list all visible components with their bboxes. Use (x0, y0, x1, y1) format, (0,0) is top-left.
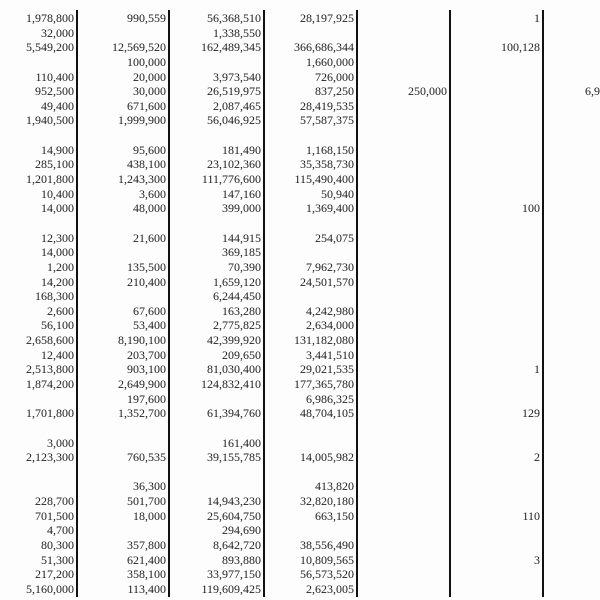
table-cell: 32,000 (41, 25, 74, 40)
table-cell: 6,244,450 (213, 289, 261, 304)
table-cell: 3 (534, 552, 540, 567)
column-divider (356, 10, 358, 597)
table-cell: 990,559 (127, 11, 166, 25)
table-cell: 49,400 (41, 98, 74, 113)
table-cell: 56,046,925 (207, 113, 261, 128)
table-cell: 1,978,800 (26, 11, 74, 25)
column-divider (168, 10, 170, 597)
table-cell: 2,658,600 (26, 333, 74, 348)
table-cell: 20,000 (133, 69, 166, 84)
table-cell: 209,650 (222, 347, 261, 362)
table-cell: 124,832,410 (201, 377, 261, 391)
table-cell: 6,986,325 (306, 391, 354, 406)
table-cell: 56,573,520 (300, 567, 354, 582)
table-cell: 285,100 (35, 157, 74, 172)
table-cell: 161,400 (222, 435, 261, 450)
table-cell: 663,150 (315, 508, 354, 523)
table-cell: 1,999,900 (118, 113, 166, 128)
table-cell: 3,600 (139, 186, 166, 201)
table-cell: 51,300 (41, 552, 74, 567)
table-cell: 726,000 (315, 69, 354, 84)
table-cell: 53,400 (133, 318, 166, 333)
table-cell: 893,880 (222, 552, 261, 567)
table-cell: 3,441,510 (306, 347, 354, 362)
table-cell: 8,642,720 (213, 538, 261, 553)
table-cell: 2,087,465 (213, 98, 261, 113)
table-cell: 12,400 (41, 347, 74, 362)
table-cell: 56,368,510 (207, 11, 261, 25)
table-cell: 100,128 (501, 40, 540, 55)
table-cell: 2,623,005 (306, 581, 354, 596)
table-cell: 95,600 (133, 142, 166, 157)
table-cell: 621,400 (127, 552, 166, 567)
table-cell: 4,700 (47, 523, 74, 538)
table-cell: 177,365,780 (294, 377, 354, 391)
table-cell: 115,490,400 (294, 172, 354, 187)
table-cell: 28,419,535 (300, 98, 354, 113)
table-cell: 48,000 (133, 201, 166, 216)
table-cell: 10,809,565 (300, 552, 354, 567)
table-cell: 26,519,975 (207, 84, 261, 99)
table-cell: 3,000 (47, 435, 74, 450)
column-divider (542, 10, 544, 597)
table-cell: 162,489,345 (201, 40, 261, 55)
column-divider (76, 10, 78, 597)
table-cell: 671,600 (127, 98, 166, 113)
table-cell: 14,943,230 (207, 494, 261, 509)
table-cell: 5,160,000 (26, 581, 74, 596)
table-cell: 21,600 (133, 230, 166, 245)
table-cell: 2,123,300 (26, 450, 74, 465)
table-cell: 100 (522, 201, 540, 216)
table-cell: 35,358,730 (300, 157, 354, 172)
table-cell: 163,280 (222, 303, 261, 318)
table-cell: 129 (522, 406, 540, 421)
table-cell: 56,100 (41, 318, 74, 333)
table-cell: 366,686,344 (294, 40, 354, 55)
table-cell: 10,400 (41, 186, 74, 201)
table-cell: 1,201,800 (26, 172, 74, 187)
table-cell: 14,900 (41, 142, 74, 157)
table-cell: 8,190,100 (118, 333, 166, 348)
table-cell: 168,300 (35, 289, 74, 304)
table-cell: 203,700 (127, 347, 166, 362)
table-cell: 23,102,360 (207, 157, 261, 172)
table-cell: 81,030,400 (207, 362, 261, 377)
table-cell: 135,500 (127, 259, 166, 274)
table-cell: 2,634,000 (306, 318, 354, 333)
table-cell: 197,600 (127, 391, 166, 406)
table-cell: 48,704,105 (300, 406, 354, 421)
table-cell: 357,800 (127, 538, 166, 553)
table-cell: 1,338,550 (213, 25, 261, 40)
table-cell: 38,556,490 (300, 538, 354, 553)
table-cell: 1,200 (47, 259, 74, 274)
table-cell: 2 (534, 450, 540, 465)
table-cell: 1,369,400 (306, 201, 354, 216)
table-cell: 1,352,700 (118, 406, 166, 421)
table-cell: 501,700 (127, 494, 166, 509)
table-cell: 131,182,080 (294, 333, 354, 348)
table-cell: 50,940 (321, 186, 354, 201)
table-cell: 14,200 (41, 274, 74, 289)
table-cell: 837,250 (315, 84, 354, 99)
table-cell: 110 (522, 508, 540, 523)
table-cell: 7,962,730 (306, 259, 354, 274)
table-cell: 228,700 (35, 494, 74, 509)
column-divider (263, 10, 265, 597)
table-cell: 760,535 (127, 450, 166, 465)
table-cell: 33,977,150 (207, 567, 261, 582)
table-cell: 67,600 (133, 303, 166, 318)
table-cell: 39,155,785 (207, 450, 261, 465)
table-cell: 1,243,300 (118, 172, 166, 187)
table-cell: 413,820 (315, 479, 354, 494)
table-cell: 14,000 (41, 201, 74, 216)
table-cell: 12,569,520 (112, 40, 166, 55)
table-cell: 369,185 (222, 245, 261, 260)
table-cell: 110,400 (35, 69, 74, 84)
table-cell: 144,915 (222, 230, 261, 245)
table-cell: 18,000 (133, 508, 166, 523)
table-cell: 24,501,570 (300, 274, 354, 289)
table-cell: 147,160 (222, 186, 261, 201)
table-cell: 181,490 (222, 142, 261, 157)
table-cell: 210,400 (127, 274, 166, 289)
table-cell: 1,874,200 (26, 377, 74, 391)
table-cell: 2,513,800 (26, 362, 74, 377)
table-cell: 6,9 (585, 84, 600, 99)
table-cell: 1 (534, 362, 540, 377)
table-cell: 3,973,540 (213, 69, 261, 84)
table-cell: 111,776,600 (201, 172, 261, 187)
table-cell: 294,690 (222, 523, 261, 538)
table-cell: 2,775,825 (213, 318, 261, 333)
table-cell: 701,500 (35, 508, 74, 523)
table-cell: 1,940,500 (26, 113, 74, 128)
table-cell: 42,399,920 (207, 333, 261, 348)
table-cell: 1 (534, 11, 540, 25)
table-cell: 12,300 (41, 230, 74, 245)
table-cell: 399,000 (222, 201, 261, 216)
table-cell: 100,000 (127, 54, 166, 69)
table-cell: 113,400 (127, 581, 166, 596)
table-cell: 1,659,120 (213, 274, 261, 289)
table-cell: 61,394,760 (207, 406, 261, 421)
table-cell: 36,300 (133, 479, 166, 494)
column-divider (449, 10, 451, 597)
table-cell: 80,300 (41, 538, 74, 553)
table-cell: 4,242,980 (306, 303, 354, 318)
table-cell: 2,649,900 (118, 377, 166, 391)
table-cell: 28,197,925 (300, 11, 354, 25)
table-cell: 14,005,982 (300, 450, 354, 465)
table-cell: 250,000 (408, 84, 447, 99)
table-cell: 70,390 (228, 259, 261, 274)
table-cell: 14,000 (41, 245, 74, 260)
table-cell: 5,549,200 (26, 40, 74, 55)
table-cell: 30,000 (133, 84, 166, 99)
table-cell: 25,604,750 (207, 508, 261, 523)
table-cell: 2,600 (47, 303, 74, 318)
table-cell: 1,168,150 (306, 142, 354, 157)
table-cell: 32,820,180 (300, 494, 354, 509)
table-cell: 903,100 (127, 362, 166, 377)
table-cell: 119,609,425 (201, 581, 261, 596)
table-cell: 254,075 (315, 230, 354, 245)
table-cell: 1,701,800 (26, 406, 74, 421)
table-cell: 217,200 (35, 567, 74, 582)
table-cell: 29,021,535 (300, 362, 354, 377)
table-cell: 57,587,375 (300, 113, 354, 128)
table-cell: 1,660,000 (306, 54, 354, 69)
table-cell: 358,100 (127, 567, 166, 582)
table-cell: 952,500 (35, 84, 74, 99)
table-cell: 438,100 (127, 157, 166, 172)
